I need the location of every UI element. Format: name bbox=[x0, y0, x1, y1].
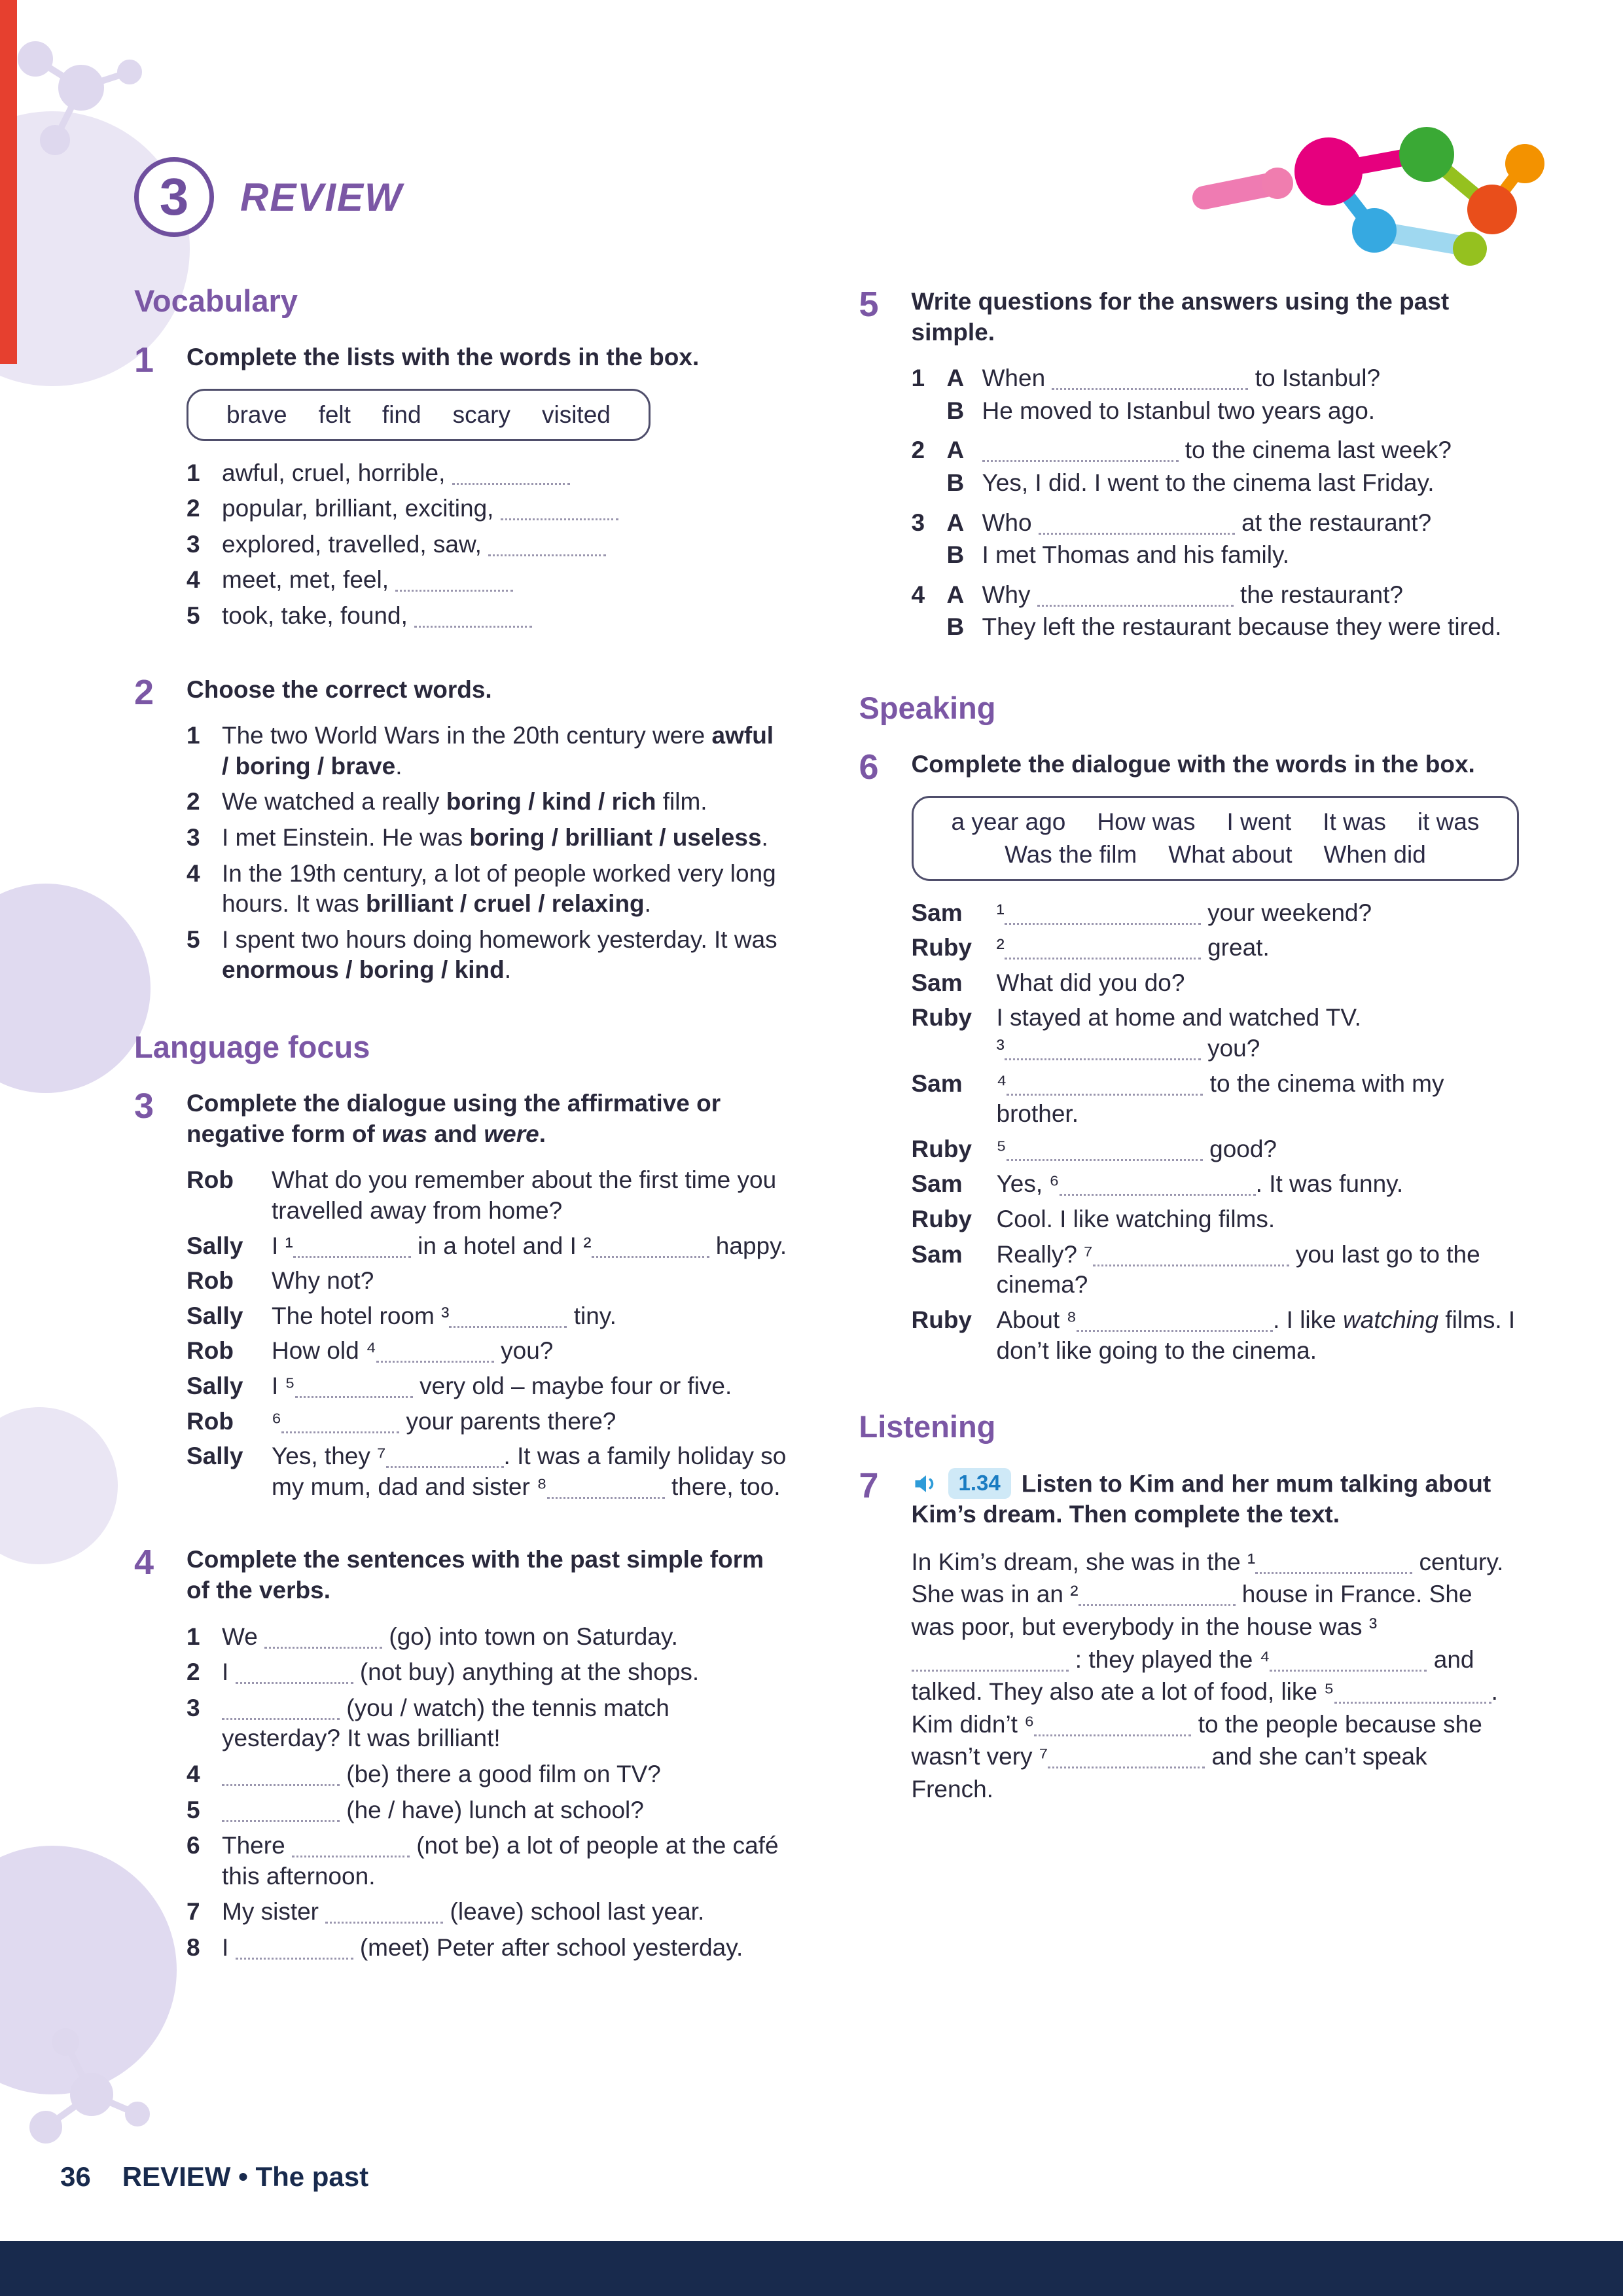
unit-title: REVIEW bbox=[240, 175, 403, 219]
exercise-title: Choose the correct words. bbox=[187, 675, 492, 703]
speaker-name: Sally bbox=[187, 1443, 243, 1470]
letter-a: A bbox=[946, 509, 965, 536]
word-box-word: find bbox=[382, 401, 421, 428]
item-number: 3 bbox=[187, 530, 200, 558]
speaker-name: Ruby bbox=[911, 934, 972, 961]
list-item bbox=[187, 565, 787, 596]
numbered-list bbox=[187, 458, 787, 632]
lavender-molecule-decoration bbox=[13, 2003, 157, 2160]
unit-number-badge bbox=[134, 157, 214, 237]
word-box-word: brave bbox=[226, 401, 287, 428]
dialogue-text: Yes, ⁶ . It was funny. bbox=[996, 1170, 1404, 1198]
speaker-name: Sam bbox=[911, 1240, 963, 1268]
dialogue-text: Why not? bbox=[272, 1267, 374, 1295]
numbered-list bbox=[187, 1622, 787, 1964]
section-heading: Speaking bbox=[859, 691, 996, 726]
word-box-line bbox=[211, 399, 626, 431]
speaker-name: Ruby bbox=[911, 1206, 972, 1233]
answer-blank[interactable] bbox=[293, 1234, 411, 1258]
list-item bbox=[187, 1657, 787, 1688]
answer-blank[interactable] bbox=[1077, 1308, 1273, 1332]
dialogue-text: ⁴ to the cinema with my brother. bbox=[996, 1069, 1444, 1128]
section-heading: Listening bbox=[859, 1409, 996, 1444]
word-box-line bbox=[936, 838, 1495, 871]
word-box-wrap bbox=[187, 389, 787, 441]
answer-blank[interactable] bbox=[1048, 1744, 1205, 1768]
answer-text: Yes, I did. I went to the cinema last Friday. bbox=[982, 469, 1435, 497]
answer-blank[interactable] bbox=[1007, 1071, 1203, 1096]
page-number: 36 bbox=[60, 2161, 91, 2192]
qa-item bbox=[912, 363, 1512, 426]
dialogue-text: ⁶ your parents there? bbox=[272, 1407, 616, 1435]
item-number: 1 bbox=[911, 365, 925, 392]
dialogue-line bbox=[187, 1301, 787, 1332]
dialogue-line bbox=[187, 1441, 787, 1502]
item-number: 1 bbox=[187, 722, 200, 749]
numbered-list bbox=[187, 721, 787, 986]
word-box-word: It was bbox=[1323, 808, 1386, 835]
exercise-title: Complete the sentences with the past simple form of the verbs. bbox=[187, 1546, 764, 1604]
list-item bbox=[187, 1759, 787, 1790]
dialogue-line bbox=[187, 1231, 787, 1262]
exercise-title: Complete the dialogue with the words in the box. bbox=[911, 751, 1475, 778]
answer-blank[interactable] bbox=[1334, 1679, 1491, 1704]
answer-blank[interactable] bbox=[488, 532, 606, 556]
exercise-title: Write questions for the answers using the past simple. bbox=[911, 288, 1450, 346]
dialogue-line bbox=[912, 1069, 1520, 1130]
item-number-spacer bbox=[912, 540, 942, 571]
item-text: (he / have) lunch at school? bbox=[222, 1795, 787, 1826]
letter-a: A bbox=[946, 437, 965, 464]
item-text: I spent two hours doing homework yesterday. It was enormous / boring / kind. bbox=[222, 925, 777, 984]
qa-item bbox=[912, 435, 1512, 498]
list-item bbox=[187, 823, 787, 853]
speaker-icon bbox=[912, 1469, 940, 1498]
word-box-wrap bbox=[912, 796, 1520, 881]
speaker-name: Sally bbox=[187, 1302, 243, 1329]
two-column-layout bbox=[134, 283, 1516, 2007]
footer-title: REVIEW • The past bbox=[122, 2161, 369, 2192]
speaker-name: Rob bbox=[187, 1166, 234, 1194]
exercise-body bbox=[912, 287, 1512, 652]
exercise-body bbox=[187, 1088, 787, 1507]
list-item bbox=[187, 1897, 787, 1928]
list-item bbox=[187, 1693, 787, 1754]
section-heading: Vocabulary bbox=[134, 283, 298, 318]
item-text: My sister (leave) school last year. bbox=[222, 1898, 705, 1926]
speaker-name: Ruby bbox=[911, 1004, 972, 1031]
dialogue-text: I ⁵ very old – maybe four or five. bbox=[272, 1372, 732, 1399]
page-footer bbox=[60, 2161, 368, 2193]
bottom-bar bbox=[0, 2241, 1623, 2296]
dialogue-line bbox=[912, 1169, 1520, 1200]
speaker-name: Sally bbox=[187, 1232, 243, 1259]
word-box-word: When did bbox=[1323, 840, 1426, 868]
exercise-5 bbox=[859, 287, 1512, 652]
answer-blank[interactable] bbox=[1034, 1712, 1191, 1736]
item-number-spacer bbox=[912, 612, 942, 643]
answer-blank[interactable] bbox=[501, 496, 618, 520]
item-number-spacer bbox=[912, 468, 942, 499]
answer-blank[interactable] bbox=[1060, 1172, 1256, 1196]
exercise-number: 1 bbox=[134, 340, 154, 380]
word-box-word: a year ago bbox=[951, 808, 1066, 835]
word-box-word: Was the film bbox=[1005, 840, 1137, 868]
dialogue-text: What do you remember about the first time you travelled away from home? bbox=[272, 1166, 777, 1224]
list-item bbox=[187, 1831, 787, 1892]
item-number: 4 bbox=[911, 581, 925, 608]
exercise-body bbox=[187, 1545, 787, 1968]
answer-blank[interactable] bbox=[414, 603, 532, 628]
answer-blank[interactable] bbox=[1005, 1036, 1201, 1060]
exercise-1 bbox=[134, 342, 787, 637]
speaker-name: Rob bbox=[187, 1267, 234, 1295]
answer-blank[interactable] bbox=[222, 1762, 340, 1786]
item-text: popular, brilliant, exciting, bbox=[222, 493, 787, 524]
answer-blank[interactable] bbox=[376, 1338, 494, 1363]
dialogue-text: The hotel room ³ tiny. bbox=[272, 1302, 616, 1329]
exercise-paragraph: In Kim’s dream, she was in the ¹ century. She was in an ² house in France. She was poor, but everybody in the house was ³ : they played the ⁴ and talked. They also ate a lot of food, like ⁵ . Kim didn’t ⁶ to the people because she wasn’t very ⁷ and she can’t speak French. bbox=[911, 1548, 1504, 1803]
word-box-word: it was bbox=[1417, 808, 1480, 835]
exercise-3 bbox=[134, 1088, 787, 1507]
answer-blank[interactable] bbox=[222, 1798, 340, 1822]
dialogue-line bbox=[187, 1165, 787, 1226]
exercise-6 bbox=[859, 747, 1516, 1371]
dialogue-line bbox=[912, 1305, 1520, 1366]
speaker-name: Sally bbox=[187, 1372, 243, 1399]
question-row bbox=[912, 435, 1512, 466]
dialogue-line bbox=[187, 1371, 787, 1402]
exercise-title: Complete the lists with the words in the box. bbox=[187, 344, 700, 370]
item-number: 4 bbox=[187, 1761, 200, 1788]
word-box-line bbox=[936, 806, 1495, 838]
question-row bbox=[912, 508, 1512, 539]
answer-blank[interactable] bbox=[449, 1304, 567, 1328]
dialogue-line bbox=[912, 933, 1520, 963]
exercise-number: 3 bbox=[134, 1086, 154, 1126]
list-item bbox=[187, 493, 787, 524]
list-item bbox=[187, 1622, 787, 1653]
answer-row bbox=[912, 468, 1512, 499]
list-item bbox=[187, 601, 787, 632]
item-number: 1 bbox=[187, 1623, 200, 1650]
item-number: 5 bbox=[187, 601, 200, 629]
exercise-number: 6 bbox=[859, 747, 879, 787]
answer-blank[interactable] bbox=[592, 1234, 709, 1258]
exercise-2 bbox=[134, 672, 787, 991]
dialogue-text: Yes, they ⁷ . It was a family holiday so my mum, dad and sister ⁸ there, too. bbox=[272, 1443, 787, 1500]
item-text: (you / watch) the tennis match yesterday? It was brilliant! bbox=[222, 1694, 669, 1752]
audio-play-badge[interactable] bbox=[912, 1468, 1011, 1499]
audio-track-number: 1.34 bbox=[948, 1468, 1011, 1499]
exercise-7 bbox=[859, 1468, 1512, 1805]
dialogue-text: Cool. I like watching films. bbox=[996, 1206, 1275, 1233]
item-number: 3 bbox=[187, 1694, 200, 1721]
letter-b: B bbox=[946, 541, 965, 569]
item-number: 6 bbox=[187, 1832, 200, 1859]
answer-row bbox=[912, 540, 1512, 571]
unit-number: 3 bbox=[159, 168, 189, 226]
speaker-name: Sam bbox=[911, 1170, 963, 1198]
item-number: 5 bbox=[187, 1796, 200, 1823]
answer-blank[interactable] bbox=[1052, 366, 1248, 390]
exercise-number: 5 bbox=[859, 285, 879, 324]
answer-text: He moved to Istanbul two years ago. bbox=[982, 397, 1376, 424]
item-number: 1 bbox=[187, 459, 200, 486]
dialogue-line bbox=[187, 1266, 787, 1297]
answer-blank[interactable] bbox=[1255, 1550, 1412, 1574]
answer-blank[interactable] bbox=[452, 461, 570, 485]
question-text: Why the restaurant? bbox=[982, 581, 1403, 608]
item-number: 7 bbox=[187, 1898, 200, 1926]
dialogue-text: How old ⁴ you? bbox=[272, 1337, 554, 1365]
answer-blank[interactable] bbox=[386, 1444, 504, 1468]
dialogue-line bbox=[187, 1407, 787, 1437]
item-number-spacer bbox=[912, 396, 942, 427]
list-item bbox=[187, 859, 787, 920]
answer-blank[interactable] bbox=[1037, 583, 1234, 607]
speaker-name: Sam bbox=[911, 899, 963, 926]
answer-blank[interactable] bbox=[264, 1624, 382, 1649]
item-text: I met Einstein. He was boring / brilliant / useless. bbox=[222, 824, 768, 852]
red-edge-strip bbox=[0, 0, 17, 364]
letter-b: B bbox=[946, 613, 965, 641]
dialogue-line bbox=[912, 1204, 1520, 1235]
answer-blank[interactable] bbox=[912, 1647, 1069, 1672]
answer-blank[interactable] bbox=[236, 1935, 353, 1960]
exercise-title: 1.34 Listen to Kim and her mum talking about Kim’s dream. Then complete the text. bbox=[912, 1468, 1512, 1530]
answer-blank[interactable] bbox=[982, 438, 1179, 462]
item-text: awful, cruel, horrible, bbox=[222, 458, 787, 489]
word-box-word: What about bbox=[1168, 840, 1293, 868]
item-text: In the 19th century, a lot of people worked very long hours. It was brilliant / cruel / relaxing. bbox=[222, 859, 776, 918]
item-number: 3 bbox=[187, 824, 200, 852]
word-box-word: How was bbox=[1097, 808, 1196, 835]
item-number: 2 bbox=[187, 1659, 200, 1686]
dialogue-text: ⁵ good? bbox=[996, 1135, 1277, 1162]
word-box bbox=[187, 389, 651, 441]
dialogue-text: What did you do? bbox=[996, 969, 1185, 996]
answer-blank[interactable] bbox=[1270, 1647, 1427, 1672]
list-item bbox=[187, 1933, 787, 1964]
item-text: (be) there a good film on TV? bbox=[222, 1759, 787, 1790]
exercise-body bbox=[912, 1468, 1512, 1805]
dialogue-line bbox=[912, 1003, 1520, 1064]
letter-a: A bbox=[946, 365, 965, 392]
answer-text: I met Thomas and his family. bbox=[982, 541, 1290, 569]
exercise-title: Complete the dialogue using the affirmative or negative form of was and were. bbox=[187, 1090, 721, 1147]
item-text: I (meet) Peter after school yesterday. bbox=[222, 1934, 743, 1962]
dialogue-line bbox=[187, 1336, 787, 1367]
exercise-body bbox=[187, 342, 787, 637]
left-column bbox=[134, 283, 787, 2007]
word-box-word: scary bbox=[452, 401, 510, 428]
question-text: Who at the restaurant? bbox=[982, 509, 1432, 536]
exercise-4 bbox=[134, 1545, 787, 1968]
exercise-body bbox=[187, 675, 787, 991]
item-number: 2 bbox=[187, 788, 200, 816]
item-number: 4 bbox=[187, 859, 200, 887]
dialogue-line bbox=[912, 898, 1520, 929]
dialogue-text: I stayed at home and watched TV. ³ you? bbox=[996, 1004, 1361, 1062]
dialogue bbox=[912, 898, 1520, 1367]
list-item bbox=[187, 1795, 787, 1826]
item-text: explored, travelled, saw, bbox=[222, 529, 787, 560]
item-number: 2 bbox=[187, 495, 200, 522]
question-text: to the cinema last week? bbox=[982, 435, 1512, 466]
question-row bbox=[912, 363, 1512, 394]
dialogue-line bbox=[912, 1134, 1520, 1165]
question-text: When to Istanbul? bbox=[982, 365, 1381, 392]
word-box-word: I went bbox=[1226, 808, 1292, 835]
list-item bbox=[187, 721, 787, 781]
item-text: There (not be) a lot of people at the café this afternoon. bbox=[222, 1832, 779, 1890]
answer-blank[interactable] bbox=[1039, 511, 1235, 535]
dialogue-text: ¹ your weekend? bbox=[996, 899, 1372, 926]
answer-blank[interactable] bbox=[1093, 1242, 1289, 1266]
answer-row bbox=[912, 396, 1512, 427]
answer-blank[interactable] bbox=[1007, 1137, 1203, 1161]
word-box-word: felt bbox=[318, 401, 351, 428]
speaker-name: Ruby bbox=[911, 1135, 972, 1162]
word-box-word: visited bbox=[541, 401, 611, 428]
item-number: 4 bbox=[187, 566, 200, 594]
speaker-name: Rob bbox=[187, 1337, 234, 1365]
speaker-name: Sam bbox=[911, 1069, 963, 1097]
answer-blank[interactable] bbox=[547, 1475, 665, 1499]
list-item bbox=[187, 787, 787, 817]
exercise-body bbox=[912, 749, 1520, 1371]
question-answer-list bbox=[912, 363, 1512, 643]
answer-blank[interactable] bbox=[1005, 935, 1201, 960]
dialogue-line bbox=[912, 968, 1520, 999]
qa-item bbox=[912, 580, 1512, 643]
item-number: 3 bbox=[911, 509, 925, 536]
exercise-number: 4 bbox=[134, 1543, 154, 1583]
item-text: We watched a really boring / kind / rich film. bbox=[222, 788, 707, 816]
exercise-number: 7 bbox=[859, 1466, 879, 1506]
qa-item bbox=[912, 508, 1512, 571]
dialogue-text: ² great. bbox=[996, 934, 1270, 961]
answer-blank[interactable] bbox=[1005, 901, 1201, 925]
item-text: The two World Wars in the 20th century were awful / boring / brave. bbox=[222, 722, 774, 780]
item-number: 8 bbox=[187, 1934, 200, 1962]
dialogue bbox=[187, 1165, 787, 1502]
question-row bbox=[912, 580, 1512, 611]
item-text: meet, met, feel, bbox=[222, 565, 787, 596]
answer-text: They left the restaurant because they were tired. bbox=[982, 613, 1502, 641]
item-text: I (not buy) anything at the shops. bbox=[222, 1659, 700, 1686]
answer-blank[interactable] bbox=[1079, 1582, 1236, 1606]
answer-blank[interactable] bbox=[295, 1374, 413, 1398]
item-text: We (go) into town on Saturday. bbox=[222, 1623, 678, 1650]
speaker-name: Rob bbox=[187, 1407, 234, 1435]
speaker-name: Sam bbox=[911, 969, 963, 996]
letter-a: A bbox=[946, 581, 965, 608]
answer-blank[interactable] bbox=[292, 1833, 410, 1857]
dialogue-text: Really? ⁷ you last go to the cinema? bbox=[996, 1240, 1480, 1299]
answer-blank[interactable] bbox=[281, 1409, 399, 1433]
item-number: 5 bbox=[187, 925, 200, 953]
item-number: 2 bbox=[911, 437, 925, 464]
list-item bbox=[187, 458, 787, 489]
list-item bbox=[187, 529, 787, 560]
letter-b: B bbox=[946, 397, 965, 424]
section-heading: Language focus bbox=[134, 1030, 370, 1065]
answer-blank[interactable] bbox=[236, 1660, 353, 1684]
item-text: took, take, found, bbox=[222, 601, 787, 632]
speaker-name: Ruby bbox=[911, 1306, 972, 1333]
list-item bbox=[187, 925, 787, 986]
answer-blank[interactable] bbox=[325, 1899, 443, 1924]
answer-blank[interactable] bbox=[395, 567, 513, 592]
molecule-decoration bbox=[1178, 124, 1544, 281]
answer-blank[interactable] bbox=[222, 1696, 340, 1720]
answer-row bbox=[912, 612, 1512, 643]
dialogue-text: I ¹ in a hotel and I ² happy. bbox=[272, 1232, 787, 1259]
letter-b: B bbox=[946, 469, 965, 497]
exercise-number: 2 bbox=[134, 672, 154, 712]
dialogue-text: About ⁸ . I like watching films. I don’t like going to the cinema. bbox=[996, 1306, 1516, 1364]
word-box bbox=[912, 796, 1520, 881]
right-column bbox=[859, 283, 1516, 2007]
dialogue-line bbox=[912, 1240, 1520, 1300]
